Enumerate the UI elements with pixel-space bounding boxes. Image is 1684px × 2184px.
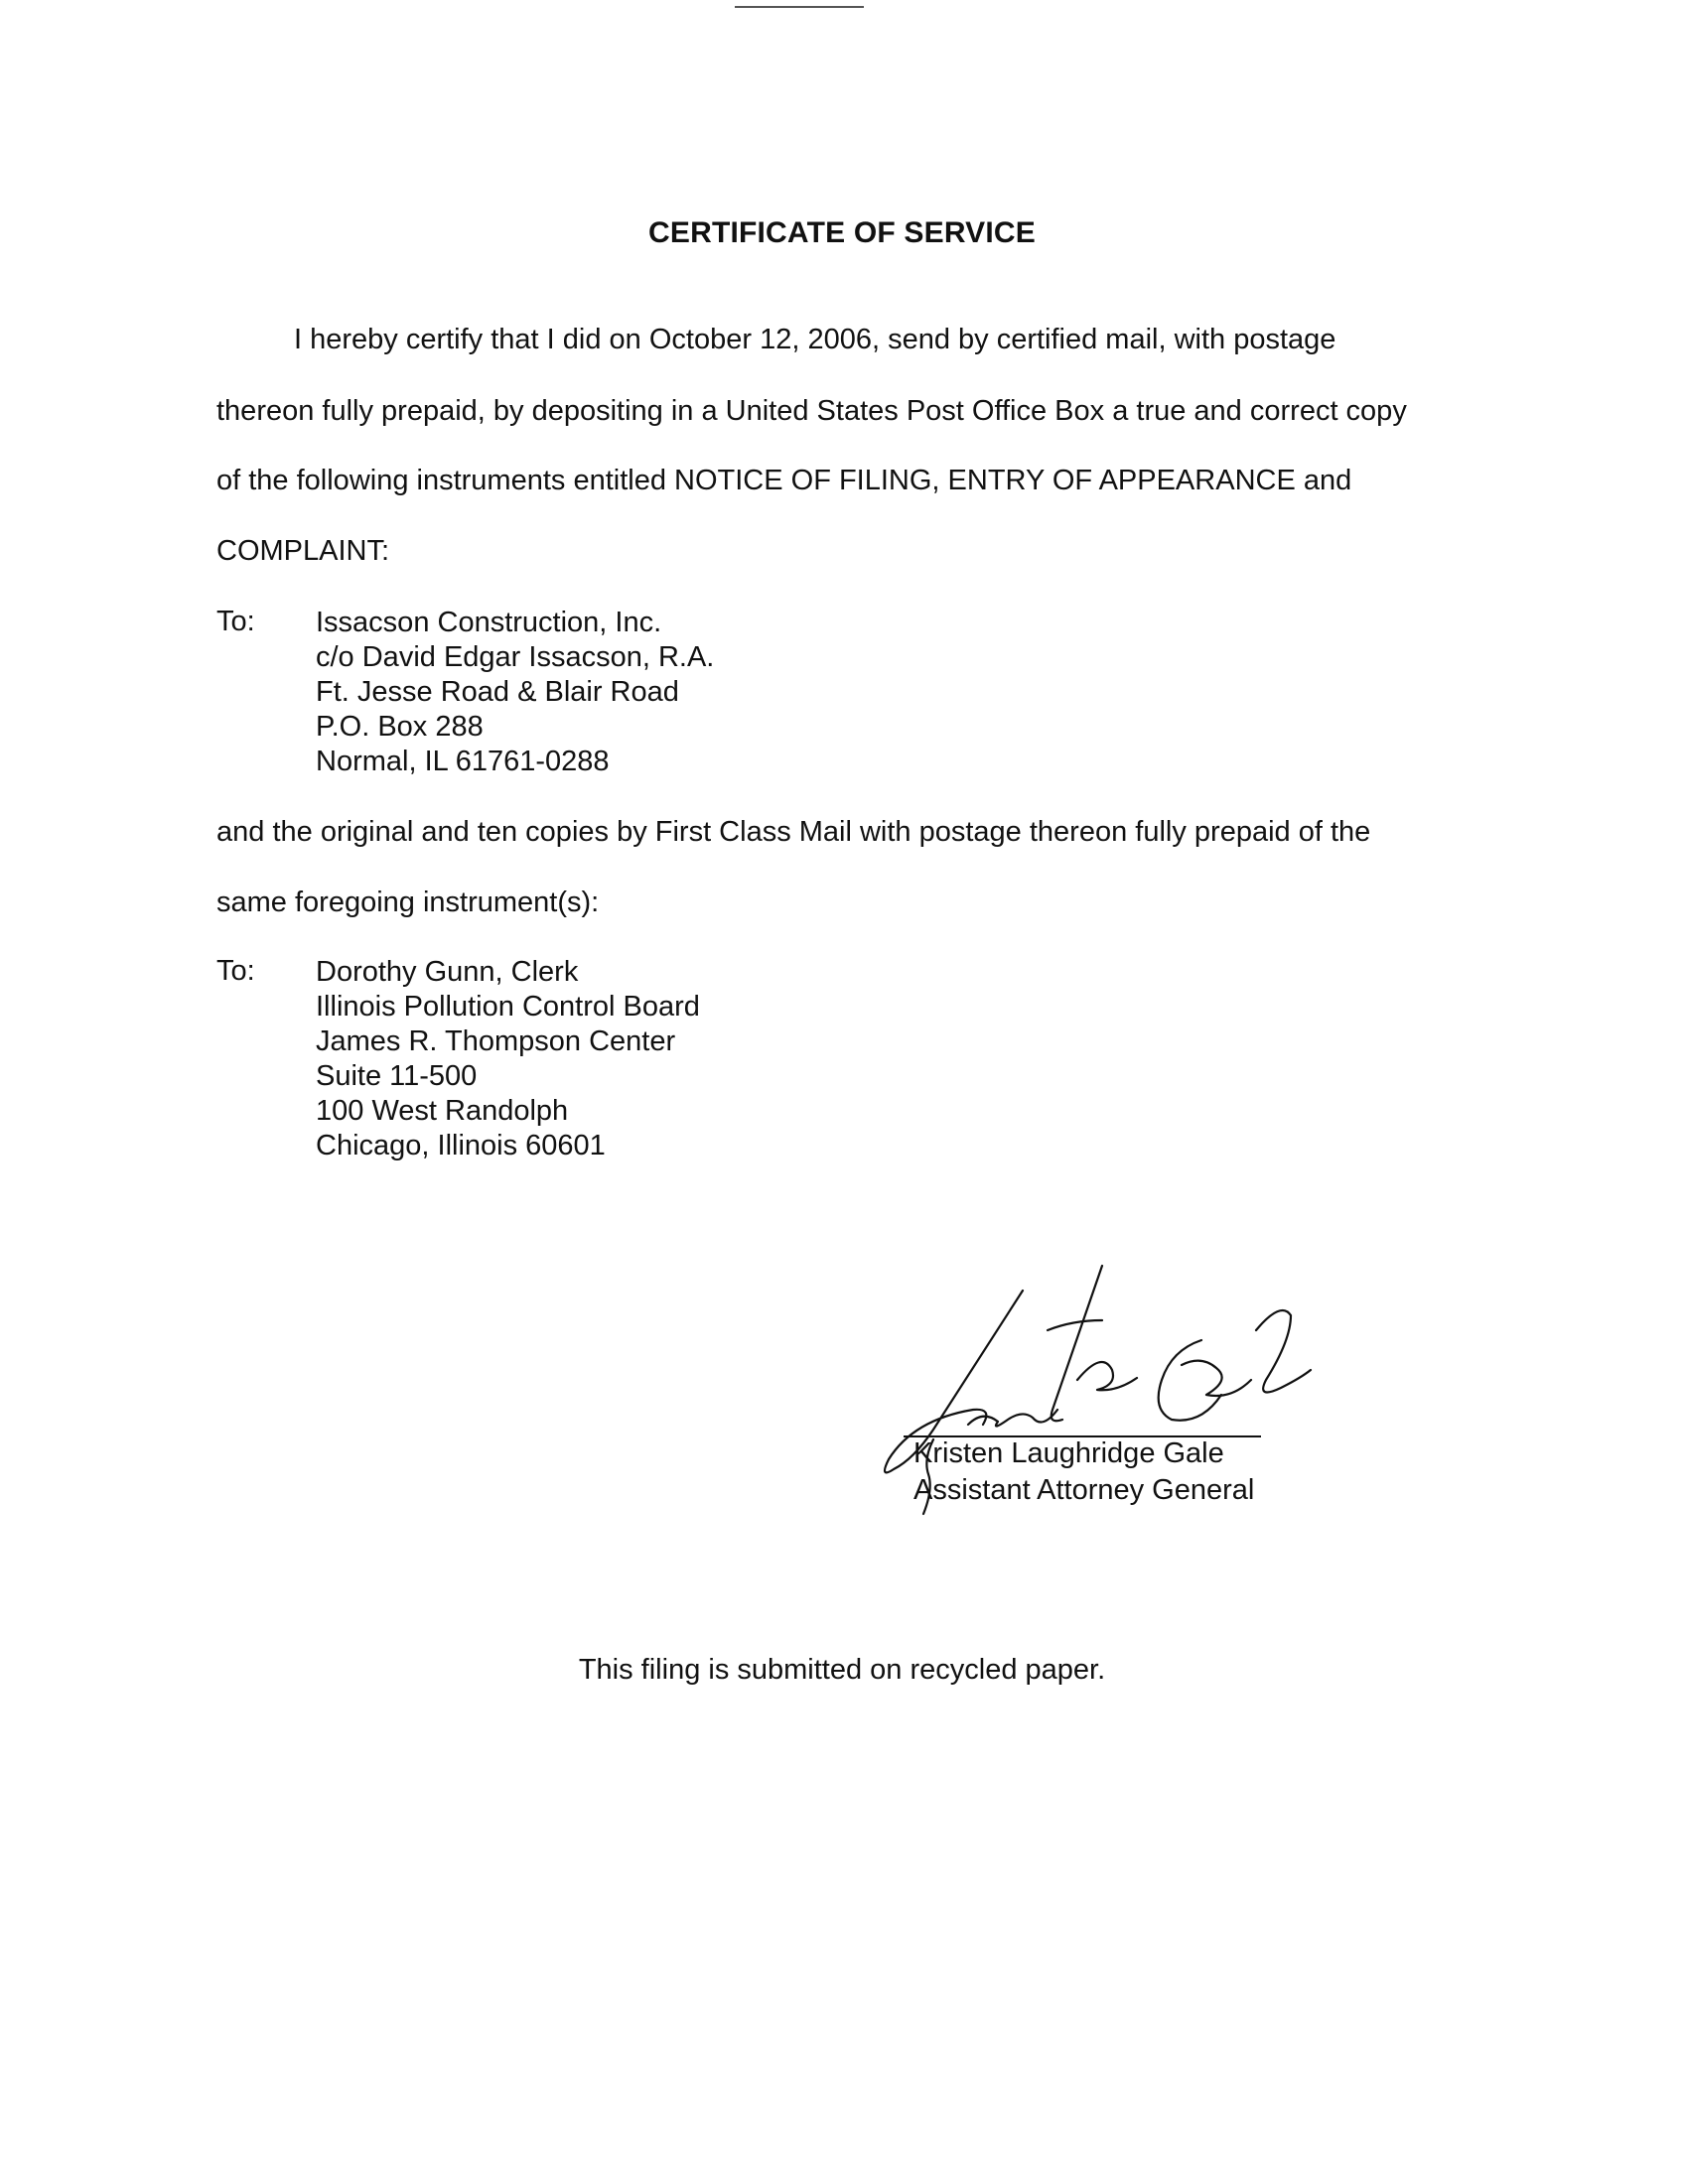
address-line: Illinois Pollution Control Board — [316, 991, 700, 1023]
paragraph-1-line-4: COMPLAINT: — [216, 535, 390, 567]
footer-note: This filing is submitted on recycled paper. — [578, 1654, 1106, 1686]
paragraph-1-line-1: I hereby certify that I did on October 12, 2006, send by certified mail, with postage — [294, 324, 1336, 355]
recipient-2-address — [316, 955, 700, 1163]
paragraph-1-line-2: thereon fully prepaid, by depositing in a United States Post Office Box a true and correct copy — [216, 395, 1407, 427]
address-line: c/o David Edgar Issacson, R.A. — [316, 641, 715, 673]
address-line: Ft. Jesse Road & Blair Road — [316, 676, 679, 708]
recipient-1-address — [316, 606, 714, 779]
signer-name: Kristen Laughridge Gale — [913, 1437, 1224, 1469]
signature-block — [874, 1261, 1390, 1539]
paragraph-2-line-1: and the original and ten copies by First Class Mail with postage thereon fully prepaid of the — [216, 816, 1371, 848]
recipient-2-label: To: — [216, 955, 255, 987]
paragraph-2-line-2: same foregoing instrument(s): — [216, 887, 600, 918]
paragraph-1-line-3: of the following instruments entitled NOTICE OF FILING, ENTRY OF APPEARANCE and — [216, 465, 1352, 496]
address-line: P.O. Box 288 — [316, 711, 484, 743]
signer-title: Assistant Attorney General — [913, 1474, 1255, 1506]
recipient-1-label: To: — [216, 606, 255, 637]
address-line: 100 West Randolph — [316, 1095, 569, 1127]
address-line: Normal, IL 61761-0288 — [316, 746, 610, 777]
document-title: CERTIFICATE OF SERVICE — [648, 216, 1036, 249]
address-line: Issacson Construction, Inc. — [316, 607, 662, 638]
address-line: Dorothy Gunn, Clerk — [316, 956, 579, 988]
address-line: Chicago, Illinois 60601 — [316, 1130, 606, 1161]
scan-artifact — [735, 6, 864, 8]
address-line: James R. Thompson Center — [316, 1025, 676, 1057]
address-line: Suite 11-500 — [316, 1060, 478, 1092]
